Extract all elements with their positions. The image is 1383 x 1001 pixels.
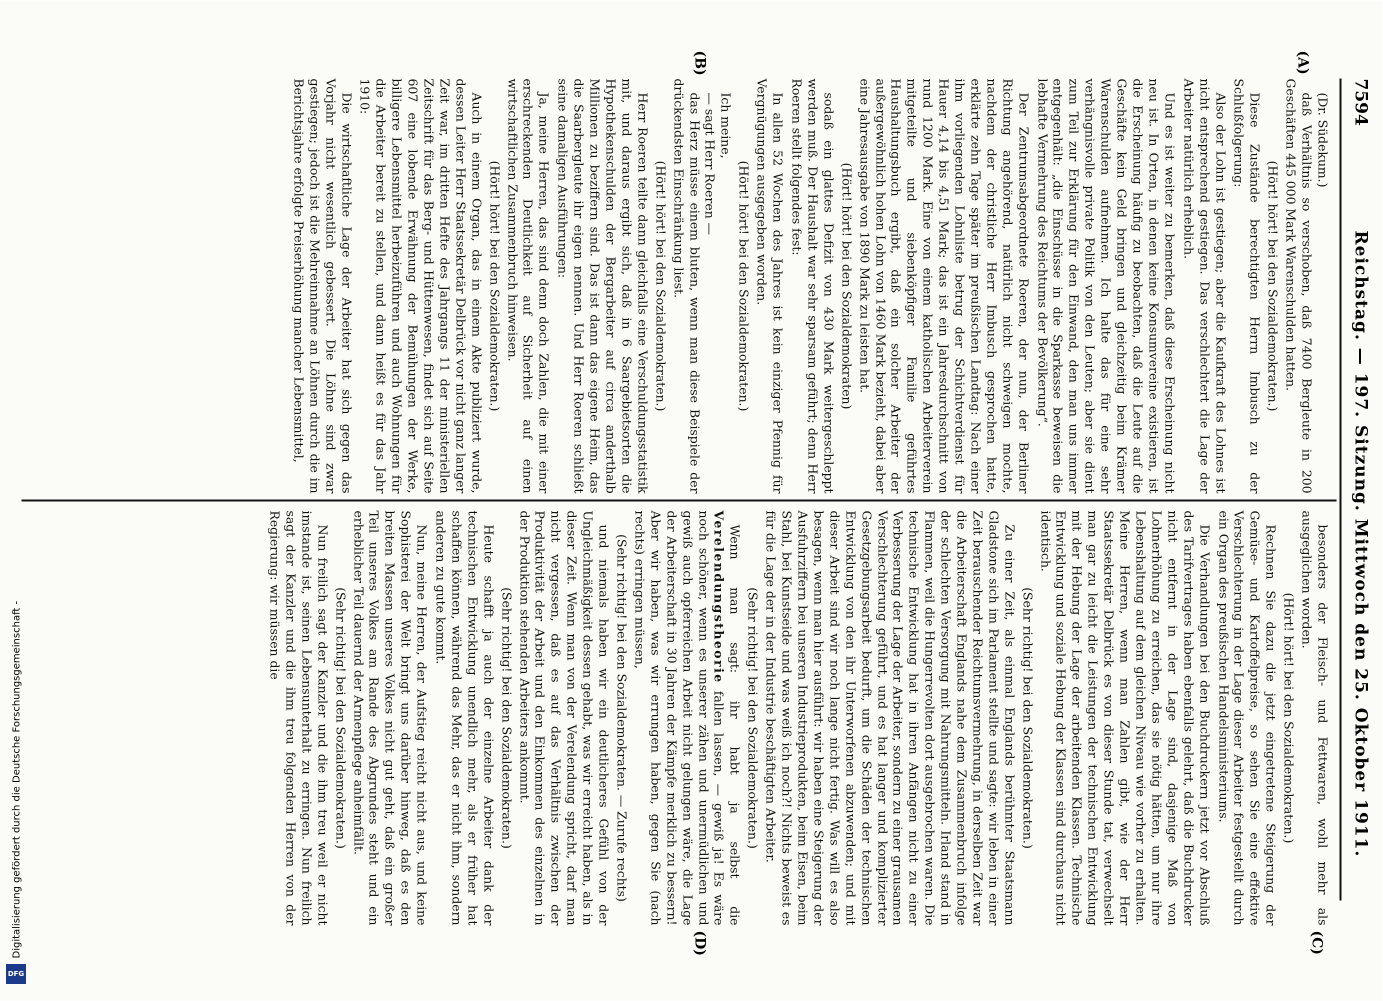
paragraph: Die Verhandlungen bei den Buchdruckern jetzt vor Abschluß des Tarifvertrages haben ebenfalls gelehrt, daß die Buchdrucker nicht entfernt in der Lage sind, dasjenige Maß von Lohnerhöhung zu erreichen, das sie nötig hätten, um nur ihre Lebenshaltung auf dem gleichen Niveau wie vorher zu erhalten. Meine Herren, wenn man Zahlen gibt, wie der Herr Staatssekretär Delbrück es von dieser Stunde tat, verwechselt man gar zu leicht die Leistungen der technischen Entwicklung mit der Hebung der Lage der arbeitenden Klassen. Technische Entwicklung und soziale Hebung der Klassen sind durchaus nicht identisch. [1038, 510, 1213, 926]
paragraph: Herr Roeren teilte dann gleichfalls eine Verschuldungsstatistik mit, und daraus ergibt sich, daß in 6 Saargebietsorten die Hypothekenschulden der Bergarbeiter auf circa anderthalb Millionen zu beziffern sind. Das ist dann das eigene Heim, das die Saarbergleute ihr eigen nennen. Und Herr Roeren schließt seine damaligen Ausführungen: [555, 78, 651, 494]
running-title: Reichstag. — 197. Sitzung. Mittwoch den 25. Oktober 1911. [1350, 230, 1371, 858]
quotation: Ich meine, [718, 92, 734, 159]
quotation: In allen 52 Wochen des Jahres ist kein einziger Pfennig für Vergnügungen ausgegeben worden. [754, 78, 786, 494]
speaker-name: (Dr. Südekum.) [1315, 92, 1331, 188]
interjection: (Hört! hört! bei den Sozialdemokraten.) [1281, 592, 1297, 844]
page-number: 7594 [1350, 78, 1371, 126]
paragraph: Zu einer Zeit, als einmal Englands berühmter Staatsmann Gladstone sich im Parlament stellte und sagte: wir leben in einer Zeit berauschender Reichtumsvermehrung, in derselben Zeit war die Arbeiterschaft Englands nahe dem Zusammenbruch infolge der schlechten Versorgung mit Nahrungsmitteln. Irland stand in Flammen, weil die Hungerrevolten dort ausgebrochen waren. Die technische Entwicklung hat in ihren Anfängen nicht zu einer Verbesserung der Lage der Arbeiter, sondern zu einer grausamen Verschlechterung geführt, und es hat langer und komplizierter Gesetzgebungsarbeit bedurft, um die Schäden der technischen Entwicklung von den ihr Unterworfenen abzuwenden; und mit dieser Arbeit sind wir noch lange nicht fertig. Was will es also besagen, wenn man hier ausführt: wir haben eine Steigerung der Ausfuhrziffern bei unseren Industrieprodukten, beim Eisen, beim Stahl, bei Kunstseide und was weiß ich noch?! Nichts beweist es für die Lage der in der Industrie beschäftigten Arbeiter. [763, 510, 1018, 926]
column-divider [22, 500, 1337, 502]
paragraph: und niemals haben wir ein deutlicheres Gefühl von der Ungleichmäßigkeit dessen gehabt, was wir erreicht haben, als in dieser Zeit. Wenn man von der Verelendung spricht, darf man nicht vergessen, daß es auf das Verhältnis zwischen der Produktivität der Arbeit und den Einkommen des einzelnen in der Produktion stehenden Arbeiters ankommt. [517, 510, 612, 926]
paragraph: Der Zentrumsabgeordnete Roeren, der nun, der Berliner Richtung angehörend, natürlich nicht schweigen mochte, nachdem der christliche Herr Imbusch gesprochen hatte, erklärte zehn Tage später im preußischen Landtag: Nach einer ihm vorliegenden Lohnliste betrug der Schichtverdienst für Hauer 4,14 bis 4,51 Mark; das ist ein Jahresdurchschnitt von rund 1200 Mark. Eine von einem katholischen Arbeiterverein mitgeteilte und siebenköpfiger Familie geführtes Haushaltungsbuch ergibt, daß ein solcher Arbeiter der außergewöhnlich hohen Lohn von 1460 Mark bezieht, dabei aber eine Jahresausgabe von 1890 Mark zu leisten hat. [857, 78, 1032, 494]
interjection: (Sehr richtig! bei den Sozialdemokraten.) [333, 587, 349, 849]
digitization-credit [6, 500, 28, 980]
interjection: (Hört! hört! bei den Sozialdemokraten.) [653, 160, 669, 412]
interjection: (Sehr richtig! bei den Sozialdemokraten.) [745, 587, 761, 849]
quotation: Die wirtschaftliche Lage der Arbeiter hat sich gegen das Vorjahr nicht wesentlich gebessert. Die Löhne sind zwar gestiegen; jedoch ist die Mehreinnahme an Löhnen durch die im Berichtsjahre erfolgte Preiserhöhung mancher Lebensmittel, [291, 78, 355, 494]
paragraph: Und es ist weiter zu bemerken, daß diese Erscheinung nicht neu ist. In Orten, in denen keine Konsumvereine existieren, ist die Erscheinung häufig zu beobachten, daß die Leute auf die Geschäfte kein Geld bringen und gleichzeitig beim Krämer Warenschulden aufnehmen. Ich halte das für eine sehr verhängnisvolle private Politik von den Leuten; aber sie dient zum Teil zur Erklärung für den Einwand, den man uns immer entgegenhält: „die Einschüsse in die Sparkasse beweisen die lebhafte Vermehrung des Reichtums der Bevölkerung“. [1035, 78, 1178, 494]
paragraph: sodaß ein glattes Defizit von 430 Mark weitergeschleppt werden muß. Der Haushalt war sehr sparsam geführt; denn Herr Roeren stellt folgendes fest: [789, 78, 837, 494]
text-run: fallen lassen, — gewiß ja! Es wäre noch schöner, wenn es unserer zähen und unermüdlichen und gewiß auch opferreichen Arbeit nicht gelungen wäre, die Lage der Arbeiterschaft in 30 Jahren der Kämpfe merklich zu bessern! Aber wir haben, was wir errungen haben, gegen Sie (nach rechts) erringen müssen, [632, 510, 727, 926]
paragraph: Nun freilich sagt der Kanzler und die ihm treu weil er nicht imstande ist, seinen Lebensunterhalt zu erringen. Nun freilich sagt der Kanzler und die ihm treu folgenden Herren von der Regierung: wir müssen die [267, 510, 331, 926]
dfg-logo-icon: DFG [6, 964, 26, 984]
margin-mark-a: (A) [1294, 50, 1311, 75]
interjection: (Hört! hört! bei den Sozialdemokraten.) [736, 160, 752, 412]
margin-mark-d: (D) [691, 930, 708, 956]
interjection: (Sehr richtig! bei den Sozialdemokraten. — Zurufe rechts) [614, 534, 630, 902]
page-header [1343, 1, 1383, 1001]
interjection: (Hört! hört! bei den Sozialdemokraten.) [487, 160, 503, 412]
rotated-page [0, 1, 1383, 1001]
interjection: (Hört! hört! bei den Sozialdemokraten.) [1265, 160, 1281, 412]
paragraph: daß Verhältnis so verschoben, daß 7400 Bergleute in 200 Geschäften 445 000 Mark Warenschulden hatten. [1283, 78, 1315, 494]
quotation: Ja, meine Herren, das sind denn doch Zahlen, die mit einer erschreckenden Deutlichkeit auf Sicherheit auf einen wirtschaftlichen Zusammenbruch hinweisen. [505, 78, 552, 494]
credit-text: Digitalisierung gefördert durch die Deutsche Forschungsgemeinschaft - [11, 600, 23, 959]
interjection: (Sehr richtig! bei den Sozialdemokraten.) [499, 587, 515, 849]
margin-mark-c: (C) [1308, 930, 1325, 955]
paragraph: — sagt Herr Roeren — [702, 92, 718, 236]
paragraph: Rechnen Sie dazu die jetzt eingetretene Steigerung der Gemüse- und Kartoffelpreise, so sehen Sie eine effektive Verschlechterung in der Lage dieser Arbeiter festgestellt durch ein Organ des preußischen Handelsministeriums. [1216, 510, 1279, 926]
interjection: (Hört! hört! bei den Sozialdemokraten) [839, 162, 855, 410]
emphasized-term: Verelendungstheorie [711, 510, 727, 684]
text-run: Wenn man sagt: ihr habt ja selbst die [727, 524, 743, 926]
paragraph: Auch in einem Organ, das in einem Akte publiziert wurde, dessen Leiter Herr Staatssekretär Delbrück vor nicht ganz langer Zeit war, im dritten Hefte des Jahrgangs 11 der ministeriellen Zeitschrift für das Berg- und Hüttenwesen, findet sich auf Seite 607 eine lobende Erwähnung der Bemühungen der Werke, billigere Lebensmittel herbeizuführen und auch Wohnungen für die Arbeiter bereit zu stellen, und dann heißt es für das Jahr 1910: [357, 78, 485, 494]
margin-mark-b: (B) [691, 50, 708, 76]
paragraph: Diese Zustände berechtigten Herrn Imbusch zu der Schlußfolgerung: [1231, 78, 1263, 494]
paragraph: Nun, meine Herren, der Aufstieg reicht nicht aus, und keine Sophisterei der Welt bringt uns darüber hinweg, daß es den breiten Massen unseres Volkes nicht gut geht, daß ein großer Teil unseres Volkes am Rande des Abgrundes steht und ein erheblicher Teil dauernd der Armenpflege anheimfällt. [351, 510, 430, 926]
left-column [21, 79, 1331, 494]
paragraph: Heute schafft ja auch der einzelne Arbeiter dank der technischen Entwicklung unendlich mehr, als er früher hat schaffen können, während das Mehr, das er nicht ihm, sondern anderen zu gute kommt. [433, 510, 497, 926]
interjection: (Sehr richtig! bei den Sozialdemokraten.) [1020, 587, 1036, 849]
paragraph [632, 511, 743, 926]
right-column [21, 511, 1331, 926]
quotation: das Herz müsse einem bluten, wenn man diese Beispiele der drückendsten Einschränkung liest. [671, 78, 703, 494]
quotation: Also der Lohn ist gestiegen; aber die Kaufkraft des Lohnes ist nicht entsprechend gestiegen. Das verschlechtert die Lage der Arbeiter natürlich erheblich. [1181, 78, 1229, 494]
header-rule [1340, 79, 1342, 901]
paragraph: besonders der Fleisch- und Fettwaren, wohl mehr als ausgeglichen worden. [1299, 510, 1331, 926]
